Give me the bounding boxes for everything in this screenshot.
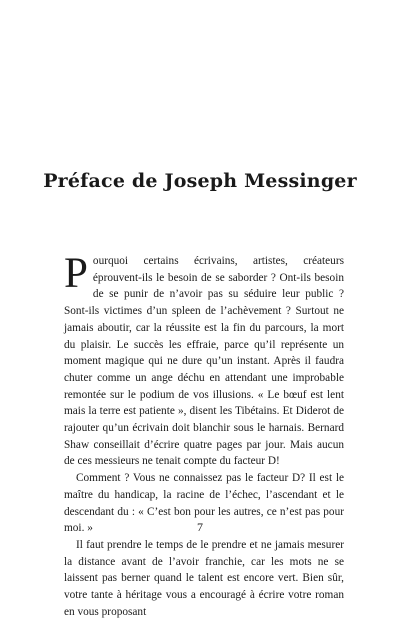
body-text: [64, 250, 344, 620]
paragraph-2: Comment ? Vous ne connaissez pas le facteur D? Il est le maître du handicap, la racine de l’échec, l’ascendant et le descendant du : « C’est bon pour les autres, ce n’est pas pour moi. »: [64, 472, 344, 535]
paragraph-3: Il faut prendre le temps de le prendre et ne jamais mesurer la distance avant de l’avoir franchie, car les mots ne se laissent pas berner quand le talent est encore vert. Bien sûr, votre tante à héritage vous a encouragé à écrire votre roman en vous proposant: [64, 538, 344, 618]
page-number: 7: [197, 520, 203, 534]
paragraph-1: [64, 250, 344, 470]
drop-cap: P: [64, 250, 88, 297]
chapter-title: Préface de Joseph Messinger: [43, 170, 357, 192]
paragraph-1-text: ourquoi certains écrivains, artistes, créateurs éprouvent-ils le besoin de se saborder ? Ont-ils besoin de se punir de n’avoir pas su séduire leur public ? Sont-ils victimes d’un spleen de l’achèvement ? Surtout ne jamais aboutir, car la réussite est la fin du parcours, la mort du plaisir. Le succès les effraie, parce qu’il représente un moment magique qui ne dure qu’un instant. Après il faudra chuter comme un ange déchu en attendant une improbable remontée sur le podium de vos illusions. « Le bœuf est lent mais la terre est patiente », disent les Tibétains. Et Diderot de rajouter qu’un écrivain doit blanchir sous le harnais. Bernard Shaw conseillait d’écrire quatre pages par jour. Mais aucun de ces messieurs ne tenait compte du facteur D!: [64, 255, 344, 468]
